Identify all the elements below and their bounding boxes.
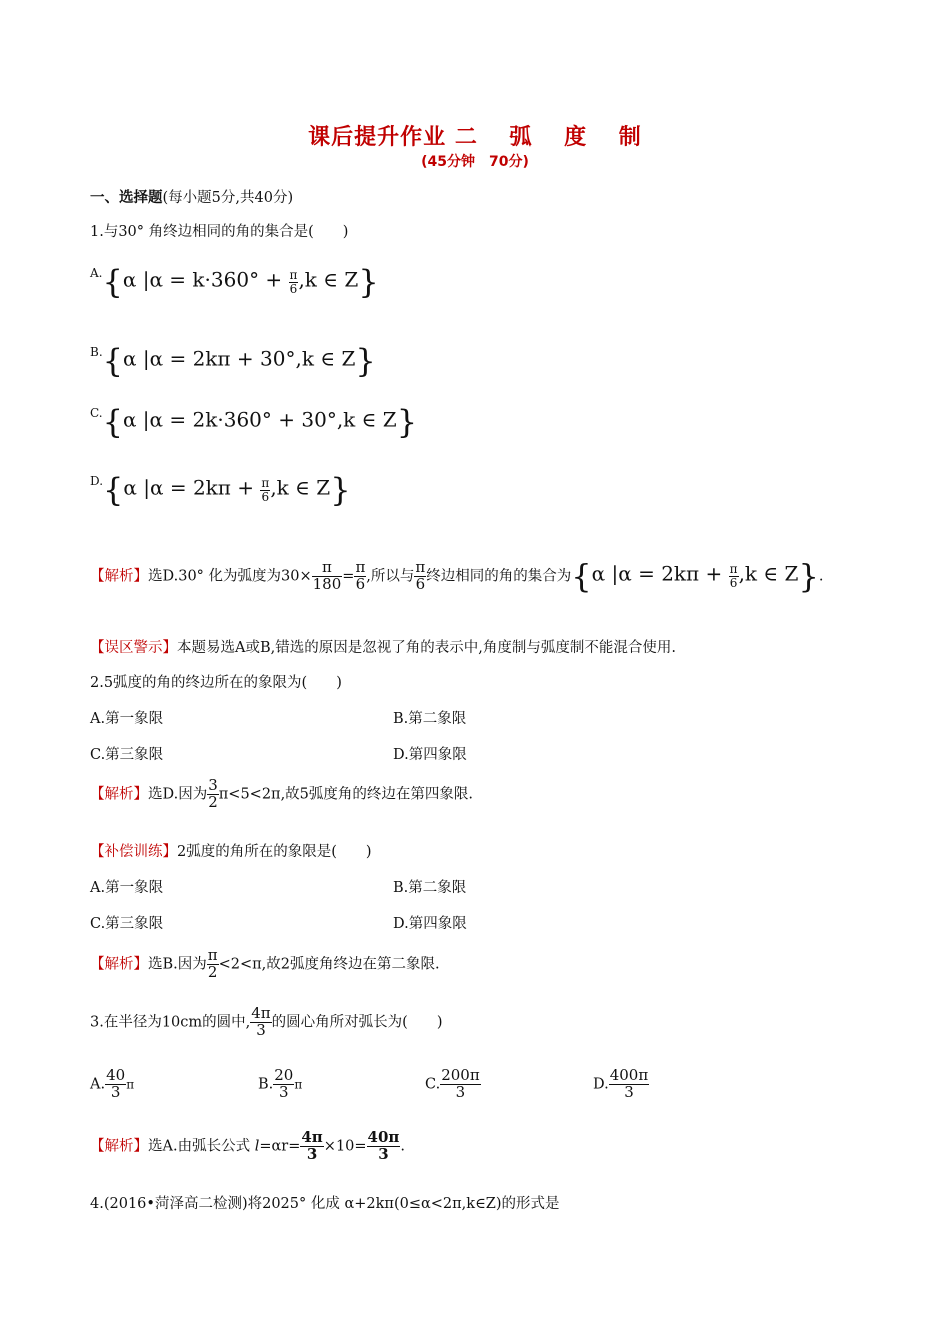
- supp-option-a: A.第一象限: [90, 880, 164, 896]
- q3-stem: 3.在半径为10cm的圆中, $\frac{4\pi}{3}$ 的圆心角所对弧长为( ): [90, 1004, 443, 1039]
- fraction: $\frac{\pi}{2}$: [207, 946, 218, 981]
- supp-option-c: C.第三象限: [90, 916, 164, 932]
- section-heading: [90, 186, 293, 207]
- fraction: $\frac{\pi}{6}$: [289, 267, 298, 296]
- option-math: α |α = 2kπ + 30°,k ∈ Z: [123, 346, 356, 371]
- q2-stem: 2.5弧度的角的终边所在的象限为( ): [90, 675, 342, 691]
- supp-option-b: B.第二象限: [393, 880, 467, 896]
- warning-tag: 【误区警示】: [90, 640, 177, 656]
- q3-analysis: 【解析】选A.由弧长公式 l=αr= $\frac{4\pi}{3}$ ×10= $\frac{40\pi}{3}$ .: [90, 1128, 406, 1163]
- q1-option-d: $^{D.}${α |α = 2kπ + $\frac{\pi}{6}$ ,k ∈ Z}: [90, 471, 351, 509]
- set-math: α |α = 2kπ +: [591, 561, 729, 586]
- fraction: $\frac{40\pi}{3}$: [367, 1128, 400, 1163]
- option-label: D.: [90, 474, 104, 488]
- option-label: A.: [90, 266, 103, 280]
- analysis-tag: 【解析】: [90, 1138, 148, 1155]
- analysis-tag: 【解析】: [90, 786, 148, 803]
- fraction: $\frac{\pi}{180}$: [312, 558, 342, 593]
- supp-stem: 【补偿训练】2弧度的角所在的象限是( ): [90, 844, 372, 860]
- option-math: α |α = 2k·360° + 30°,k ∈ Z: [122, 407, 397, 432]
- fraction: $\frac{400\pi}{3}$: [609, 1066, 649, 1101]
- analysis-tag: 【解析】: [90, 568, 148, 585]
- q2-option-d: D.第四象限: [393, 747, 467, 763]
- option-math: α |α = k·360° +: [122, 267, 289, 292]
- fraction: $\frac{4\pi}{3}$: [301, 1128, 323, 1163]
- option-label: C.: [90, 406, 103, 420]
- q2-option-b: B.第二象限: [393, 711, 467, 727]
- q2-option-c: C.第三象限: [90, 747, 164, 763]
- warning-text: 本题易选A或B,错选的原因是忽视了角的表示中,角度制与弧度制不能混合使用.: [177, 640, 676, 656]
- section-note: (每小题5分,共40分): [162, 190, 294, 206]
- q3-option-c: C. $\frac{200\pi}{3}$: [425, 1066, 480, 1101]
- section-title: 一、选择题: [90, 189, 163, 206]
- option-math-tail: ,k ∈ Z: [298, 267, 359, 292]
- fraction: $\frac{40}{3}$: [106, 1066, 126, 1101]
- fraction: $\frac{\pi}{6}$: [261, 475, 270, 504]
- q4-stem: 4.(2016•菏泽高二检测)将2025° 化成 α+2kπ(0≤α<2π,k∈Z)的形式是: [90, 1196, 560, 1212]
- q3-option-b: B. $\frac{20}{3}$ π: [258, 1066, 303, 1101]
- fraction: $\frac{4\pi}{3}$: [251, 1004, 271, 1039]
- q1-option-b: $^{B.}${α |α = 2kπ + 30°,k ∈ Z}: [90, 342, 376, 380]
- supp-analysis: 【解析】选B.因为 $\frac{\pi}{2}$ <2<π,故2弧度角终边在第二象限.: [90, 946, 440, 981]
- q2-option-a: A.第一象限: [90, 711, 164, 727]
- fraction: $\frac{20}{3}$: [274, 1066, 294, 1101]
- q1-option-a: $^{A.}${α |α = k·360° + $\frac{\pi}{6}$ ,k ∈ Z}: [90, 263, 379, 301]
- supp-tag: 【补偿训练】: [90, 844, 177, 860]
- q1-analysis: 【解析】选D.30° 化为弧度为30× $\frac{\pi}{180}$ = $\frac{\pi}{6}$ ,所以与 $\frac{\pi}{6}$ 终边相同的角的集合为{α |α = 2kπ + $\frac{\pi}{6}$ ,k ∈ Z}.: [90, 557, 824, 596]
- fraction: $\frac{\pi}{6}$: [729, 562, 738, 590]
- q1-warning: [90, 636, 676, 657]
- q1-stem: 1.与30° 角终边相同的角的集合是( ): [90, 224, 349, 240]
- q2-analysis: 【解析】选D.因为 $\frac{3}{2}$ π<5<2π,故5弧度角的终边在第四象限.: [90, 776, 474, 811]
- option-math-tail: ,k ∈ Z: [270, 475, 331, 500]
- supp-option-d: D.第四象限: [393, 916, 467, 932]
- analysis-tag: 【解析】: [90, 956, 148, 973]
- option-math: α |α = 2kπ +: [123, 475, 261, 500]
- fraction: $\frac{200\pi}{3}$: [441, 1066, 480, 1101]
- fraction: $\frac{3}{2}$: [208, 776, 218, 811]
- fraction: $\frac{\pi}{6}$: [415, 558, 426, 593]
- q3-option-a: A. $\frac{40}{3}$ π: [90, 1066, 135, 1101]
- page-title: 课后提升作业 二 弧 度 制: [308, 125, 642, 150]
- fraction: $\frac{\pi}{6}$: [355, 558, 366, 593]
- analysis-text: 选D.30° 化为弧度为30×: [148, 568, 312, 585]
- page-subtitle: (45分钟 70分): [421, 154, 529, 170]
- q1-option-c: $^{C.}${α |α = 2k·360° + 30°,k ∈ Z}: [90, 403, 418, 441]
- q3-option-d: D. $\frac{400\pi}{3}$: [593, 1066, 649, 1101]
- option-label: B.: [90, 345, 103, 359]
